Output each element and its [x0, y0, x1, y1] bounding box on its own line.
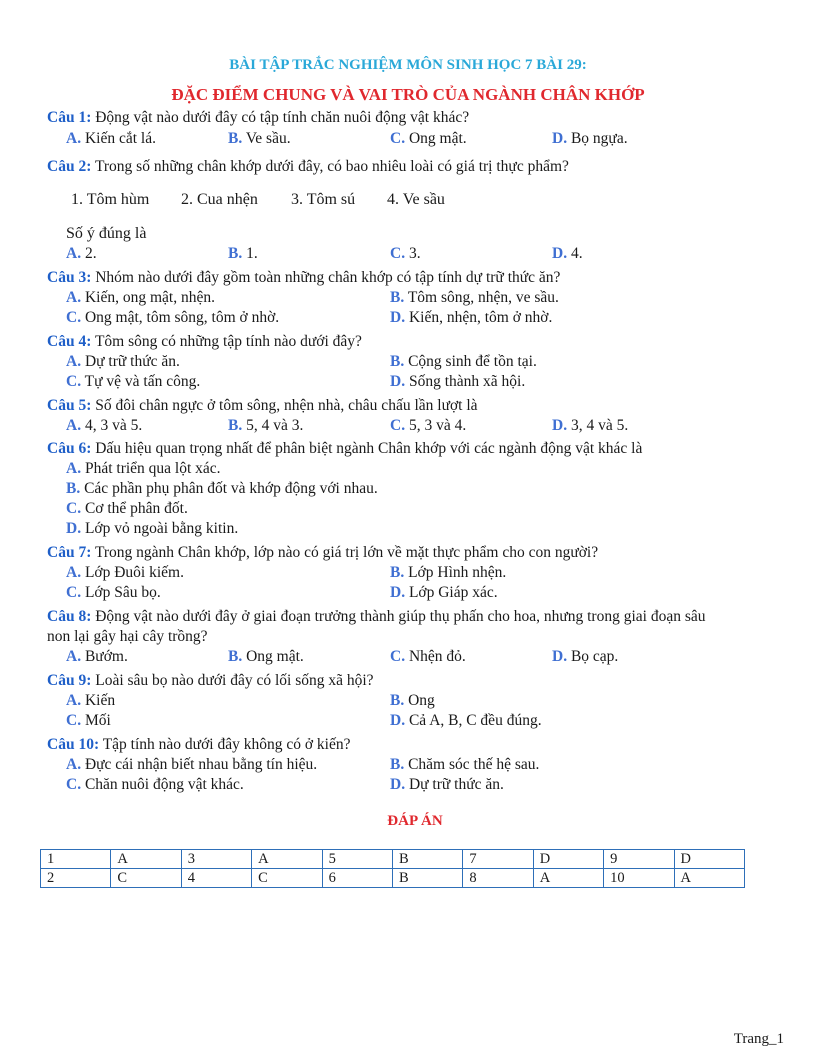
option-letter: A. — [66, 756, 82, 773]
answer-option — [390, 583, 498, 603]
question-label: Câu 2: — [47, 158, 92, 175]
question-text-continued: non lại gây hại cây trồng? — [47, 628, 208, 645]
option-text: Bọ ngựa. — [567, 130, 628, 147]
question-text: Loài sâu bọ nào dưới đây có lối sống xã hội? — [91, 672, 374, 689]
option-text: 5, 3 và 4. — [405, 417, 467, 434]
answer-option — [390, 416, 466, 436]
option-text: 3. — [405, 245, 421, 262]
question-text: Số đôi chân ngực ở tôm sông, nhện nhà, châu chấu lần lượt là — [91, 397, 478, 414]
option-text: Kiến, nhện, tôm ở nhờ. — [405, 309, 553, 326]
option-letter: B. — [390, 289, 405, 306]
option-letter: C. — [66, 309, 82, 326]
option-text: Ong mật. — [405, 130, 467, 147]
answer-letter-cell: D — [533, 850, 603, 869]
option-text: Kiến, ong mật, nhện. — [81, 289, 215, 306]
answer-option — [228, 416, 303, 436]
answer-option — [66, 459, 221, 479]
question-label: Câu 4: — [47, 333, 92, 350]
option-letter: D. — [390, 776, 406, 793]
answer-option — [552, 244, 583, 264]
answer-letter-cell: A — [252, 850, 322, 869]
option-text: Nhện đỏ. — [405, 648, 466, 665]
answer-option — [390, 647, 466, 667]
option-text: Kiến — [81, 692, 116, 709]
question-label: Câu 9: — [47, 672, 92, 689]
answer-letter-cell: A — [533, 869, 603, 888]
option-letter: B. — [390, 692, 405, 709]
option-text: Tự vệ và tấn công. — [81, 373, 201, 390]
option-text: Lớp Hình nhện. — [404, 564, 507, 581]
answer-option — [66, 499, 188, 519]
answer-option — [390, 691, 435, 711]
statement-item: 2. Cua nhện — [181, 191, 258, 208]
option-text: Chăm sóc thế hệ sau. — [404, 756, 540, 773]
answer-option — [552, 129, 628, 149]
question-stem — [47, 439, 642, 459]
option-text: Tôm sông, nhện, ve sầu. — [404, 289, 559, 306]
option-letter: C. — [66, 776, 82, 793]
question-number-cell: 10 — [604, 869, 674, 888]
answer-option — [66, 308, 279, 328]
option-text: Dự trữ thức ăn. — [81, 353, 180, 370]
option-letter: C. — [66, 584, 82, 601]
option-text: Đực cái nhận biết nhau bằng tín hiệu. — [81, 756, 318, 773]
option-text: Cả A, B, C đều đúng. — [405, 712, 542, 729]
answer-option — [390, 775, 504, 795]
answer-letter-cell: B — [392, 869, 462, 888]
answer-title: ĐÁP ÁN — [387, 813, 443, 829]
statement-item: 3. Tôm sú — [291, 191, 356, 208]
answer-option — [228, 647, 304, 667]
option-text: Chăn nuôi động vật khác. — [81, 776, 244, 793]
answer-row — [41, 850, 745, 869]
option-text: Lớp Giáp xác. — [405, 584, 498, 601]
question-text: Dấu hiệu quan trọng nhất để phân biệt ngành Chân khớp với các ngành động vật khác là — [91, 440, 643, 457]
question-stem — [47, 396, 478, 416]
answer-option — [66, 479, 378, 499]
option-letter: A. — [66, 130, 82, 147]
option-text: Cộng sinh để tồn tại. — [404, 353, 537, 370]
answer-option — [390, 563, 506, 583]
option-text: Bọ cạp. — [567, 648, 619, 665]
answer-option — [390, 288, 559, 308]
question-stem — [47, 332, 362, 352]
question-number-cell: 9 — [604, 850, 674, 869]
option-letter: A. — [66, 648, 82, 665]
question-label: Câu 6: — [47, 440, 92, 457]
question-label: Câu 10: — [47, 736, 100, 753]
option-letter: B. — [390, 756, 405, 773]
answer-option — [552, 416, 628, 436]
question-number-cell: 1 — [41, 850, 111, 869]
option-text: Sống thành xã hội. — [405, 373, 526, 390]
option-letter: D. — [552, 130, 568, 147]
option-letter: D. — [390, 584, 406, 601]
option-letter: A. — [66, 417, 82, 434]
option-text: Cơ thể phân đốt. — [81, 500, 188, 517]
question-label: Câu 3: — [47, 269, 92, 286]
option-text: Lớp Sâu bọ. — [81, 584, 161, 601]
option-letter: D. — [552, 245, 568, 262]
option-text: Kiến cắt lá. — [81, 130, 156, 147]
answer-letter-cell: A — [111, 850, 181, 869]
answer-option — [390, 129, 467, 149]
question-label: Câu 1: — [47, 109, 92, 126]
option-letter: B. — [228, 417, 243, 434]
answer-option — [66, 519, 238, 539]
option-letter: B. — [66, 480, 81, 497]
question-text: Động vật nào dưới đây ở giai đoạn trưởng thành giúp thụ phấn cho hoa, nhưng trong giai đoạn sâu — [91, 608, 706, 625]
option-letter: A. — [66, 460, 82, 477]
option-text: Dự trữ thức ăn. — [405, 776, 504, 793]
question-prompt: Số ý đúng là — [66, 225, 147, 242]
statement-item: 4. Ve sầu — [387, 191, 445, 208]
option-letter: B. — [390, 353, 405, 370]
answer-option — [552, 647, 618, 667]
answer-letter-cell: D — [674, 850, 744, 869]
option-letter: A. — [66, 692, 82, 709]
answer-option — [66, 711, 111, 731]
option-letter: A. — [66, 245, 82, 262]
answer-letter-cell: B — [392, 850, 462, 869]
question-label: Câu 7: — [47, 544, 92, 561]
answer-option — [66, 288, 215, 308]
question-text: Trong số những chân khớp dưới đây, có bao nhiêu loài có giá trị thực phẩm? — [91, 158, 569, 175]
option-letter: D. — [552, 648, 568, 665]
option-text: 5, 4 và 3. — [242, 417, 304, 434]
option-text: Lớp vỏ ngoài bằng kitin. — [81, 520, 239, 537]
answer-row — [41, 869, 745, 888]
option-text: Các phần phụ phân đốt và khớp động với nhau. — [80, 480, 378, 497]
answer-option — [66, 244, 97, 264]
question-label: Câu 5: — [47, 397, 92, 414]
question-number-cell: 5 — [322, 850, 392, 869]
question-number-cell: 4 — [181, 869, 251, 888]
option-letter: C. — [66, 373, 82, 390]
option-text: Ong mật. — [242, 648, 304, 665]
option-letter: C. — [390, 648, 406, 665]
option-text: 4. — [567, 245, 583, 262]
option-letter: D. — [390, 712, 406, 729]
statement-item: 1. Tôm hùm — [71, 191, 150, 208]
answer-option — [66, 129, 156, 149]
question-stem — [47, 671, 374, 691]
option-letter: A. — [66, 353, 82, 370]
question-stem — [47, 543, 598, 563]
option-letter: D. — [390, 373, 406, 390]
option-text: Mối — [81, 712, 111, 729]
option-letter: C. — [390, 245, 406, 262]
answer-option — [66, 647, 128, 667]
question-number-cell: 2 — [41, 869, 111, 888]
answer-letter-cell: A — [674, 869, 744, 888]
question-number-cell: 7 — [463, 850, 533, 869]
question-stem — [47, 268, 560, 288]
option-letter: A. — [66, 289, 82, 306]
question-stem — [47, 108, 469, 128]
option-letter: B. — [390, 564, 405, 581]
option-text: 2. — [81, 245, 97, 262]
question-text: Tập tính nào dưới đây không có ở kiến? — [99, 736, 351, 753]
option-text: Lớp Đuôi kiếm. — [81, 564, 184, 581]
answer-option — [228, 244, 258, 264]
option-text: 4, 3 và 5. — [81, 417, 143, 434]
answer-letter-cell: C — [252, 869, 322, 888]
option-letter: B. — [228, 648, 243, 665]
option-text: Phát triển qua lột xác. — [81, 460, 221, 477]
answer-option — [66, 563, 184, 583]
answer-option — [390, 244, 421, 264]
question-stem — [47, 607, 706, 627]
answer-option — [390, 755, 539, 775]
page-number: Trang_1 — [733, 1031, 784, 1047]
document-subtitle: ĐẶC ĐIỂM CHUNG VÀ VAI TRÒ CỦA NGÀNH CHÂN KHỚP — [171, 85, 645, 104]
option-letter: D. — [66, 520, 82, 537]
option-text: Ve sầu. — [242, 130, 291, 147]
option-text: Bướm. — [81, 648, 128, 665]
option-letter: C. — [66, 712, 82, 729]
answer-table — [40, 849, 745, 888]
answer-option — [66, 416, 142, 436]
option-text: Ong — [404, 692, 435, 709]
question-number-cell: 3 — [181, 850, 251, 869]
question-text: Tôm sông có những tập tính nào dưới đây? — [91, 333, 362, 350]
option-text: Ong mật, tôm sông, tôm ở nhờ. — [81, 309, 280, 326]
answer-option — [390, 711, 542, 731]
answer-option — [66, 583, 161, 603]
option-letter: D. — [390, 309, 406, 326]
question-label: Câu 8: — [47, 608, 92, 625]
option-letter: D. — [552, 417, 568, 434]
option-text: 1. — [242, 245, 258, 262]
question-text: Nhóm nào dưới đây gồm toàn những chân khớp có tập tính dự trữ thức ăn? — [91, 269, 561, 286]
question-stem — [47, 157, 569, 177]
answer-option — [390, 372, 525, 392]
answer-option — [66, 352, 180, 372]
answer-option — [66, 372, 200, 392]
question-number-cell: 6 — [322, 869, 392, 888]
question-number-cell: 8 — [463, 869, 533, 888]
option-letter: C. — [66, 500, 82, 517]
option-letter: C. — [390, 417, 406, 434]
answer-option — [390, 308, 552, 328]
answer-option — [66, 775, 244, 795]
option-letter: C. — [390, 130, 406, 147]
answer-option — [228, 129, 291, 149]
option-letter: B. — [228, 130, 243, 147]
option-letter: B. — [228, 245, 243, 262]
question-text: Trong ngành Chân khớp, lớp nào có giá trị lớn về mặt thực phẩm cho con người? — [91, 544, 599, 561]
option-text: 3, 4 và 5. — [567, 417, 629, 434]
answer-option — [66, 691, 115, 711]
answer-letter-cell: C — [111, 869, 181, 888]
option-letter: A. — [66, 564, 82, 581]
question-stem — [47, 735, 350, 755]
question-text: Động vật nào dưới đây có tập tính chăn nuôi động vật khác? — [91, 109, 470, 126]
document-title: BÀI TẬP TRẮC NGHIỆM MÔN SINH HỌC 7 BÀI 29: — [229, 57, 587, 73]
answer-option — [66, 755, 317, 775]
answer-option — [390, 352, 537, 372]
